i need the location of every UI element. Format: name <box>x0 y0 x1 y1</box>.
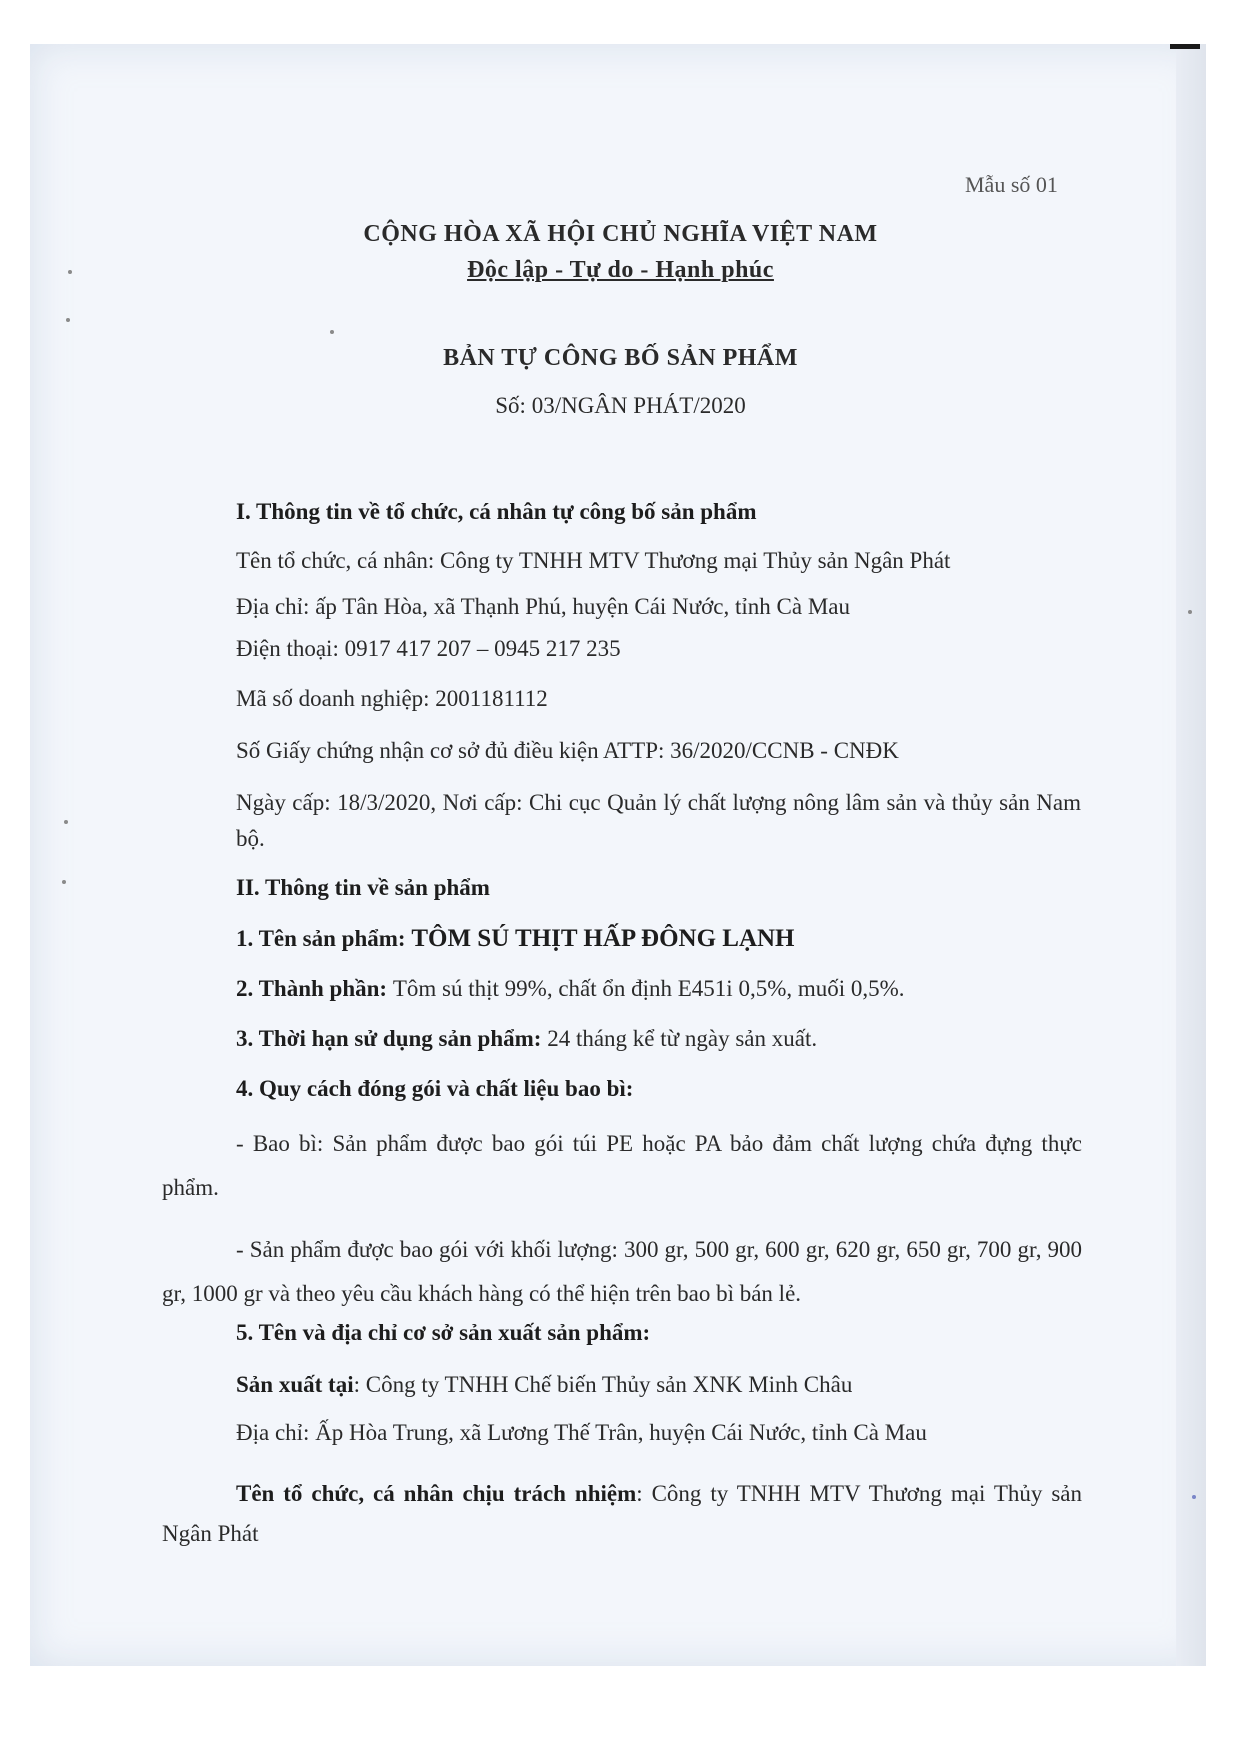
section2-heading: II. Thông tin về sản phẩm <box>236 875 490 900</box>
org-phone: Điện thoại: 0917 417 207 – 0945 217 235 <box>236 636 621 661</box>
scan-speck <box>330 330 334 334</box>
produced-at-label: Sản xuất tại <box>236 1372 354 1397</box>
issue-info: Ngày cấp: 18/3/2020, Nơi cấp: Chi cục Quản lý chất lượng nông lâm sản và thủy sản Nam bộ. <box>236 790 1081 851</box>
composition-value: Tôm sú thịt 99%, chất ổn định E451i 0,5%, muối 0,5%. <box>392 976 905 1001</box>
section1-heading: I. Thông tin về tổ chức, cá nhân tự công bố sản phẩm <box>236 499 757 524</box>
producer-address: Địa chỉ: Ấp Hòa Trung, xã Lương Thế Trân, huyện Cái Nước, tỉnh Cà Mau <box>236 1420 927 1445</box>
product-name-label: 1. Tên sản phẩm: <box>236 926 412 951</box>
packaging-heading: 4. Quy cách đóng gói và chất liệu bao bì: <box>236 1076 634 1101</box>
shelf-life-line <box>236 1024 817 1054</box>
scan-speck <box>62 880 66 884</box>
responsible-label: Tên tổ chức, cá nhân chịu trách nhiệm <box>236 1481 637 1506</box>
business-code: Mã số doanh nghiệp: 2001181112 <box>236 686 548 711</box>
scan-speck <box>1188 610 1192 614</box>
composition-line <box>236 974 905 1004</box>
composition-label: 2. Thành phần: <box>236 976 393 1001</box>
org-address: Địa chỉ: ấp Tân Hòa, xã Thạnh Phú, huyện Cái Nước, tỉnh Cà Mau <box>236 594 850 619</box>
scan-speck <box>1192 1495 1196 1499</box>
country-header: CỘNG HÒA XÃ HỘI CHỦ NGHĨA VIỆT NAM <box>363 221 878 247</box>
produced-at-line <box>236 1370 852 1400</box>
scan-corner-mark <box>1170 44 1200 49</box>
certificate-number: Số Giấy chứng nhận cơ sở đủ điều kiện ATTP: 36/2020/CCNB - CNĐK <box>236 738 899 763</box>
produced-at-value: : Công ty TNHH Chế biến Thủy sản XNK Minh Châu <box>353 1372 853 1397</box>
document-title: BẢN TỰ CÔNG BỐ SẢN PHẨM <box>443 345 798 371</box>
scan-speck <box>64 820 68 824</box>
motto: Độc lập - Tự do - Hạnh phúc <box>467 257 774 283</box>
org-name: Tên tổ chức, cá nhân: Công ty TNHH MTV Thương mại Thủy sản Ngân Phát <box>236 548 951 573</box>
scan-speck <box>66 318 70 322</box>
packaging-material: - Bao bì: Sản phẩm được bao gói túi PE hoặc PA bảo đảm chất lượng chứa đựng thực phẩm. <box>162 1131 1082 1200</box>
form-number: Mẫu số 01 <box>965 172 1058 197</box>
page-edge-shadow <box>1176 44 1206 1666</box>
responsible-party <box>162 1474 1082 1554</box>
product-name-line <box>236 924 795 954</box>
producer-heading: 5. Tên và địa chỉ cơ sở sản xuất sản phẩm: <box>236 1320 651 1345</box>
shelf-life-label: 3. Thời hạn sử dụng sản phẩm: <box>236 1026 548 1051</box>
document-number: Số: 03/NGÂN PHÁT/2020 <box>495 393 746 418</box>
responsible-value: : Công ty TNHH MTV Thương mại Thủy sản Ngân Phát <box>162 1481 1083 1546</box>
packaging-weights: - Sản phẩm được bao gói với khối lượng: 300 gr, 500 gr, 600 gr, 620 gr, 650 gr, 700 gr, 900 gr, 1000 gr và theo yêu cầu khách hàng có thể hiện trên bao bì bán lẻ. <box>162 1237 1082 1306</box>
shelf-life-value: 24 tháng kể từ ngày sản xuất. <box>547 1026 818 1051</box>
product-name-value: TÔM SÚ THỊT HẤP ĐÔNG LẠNH <box>411 925 795 952</box>
